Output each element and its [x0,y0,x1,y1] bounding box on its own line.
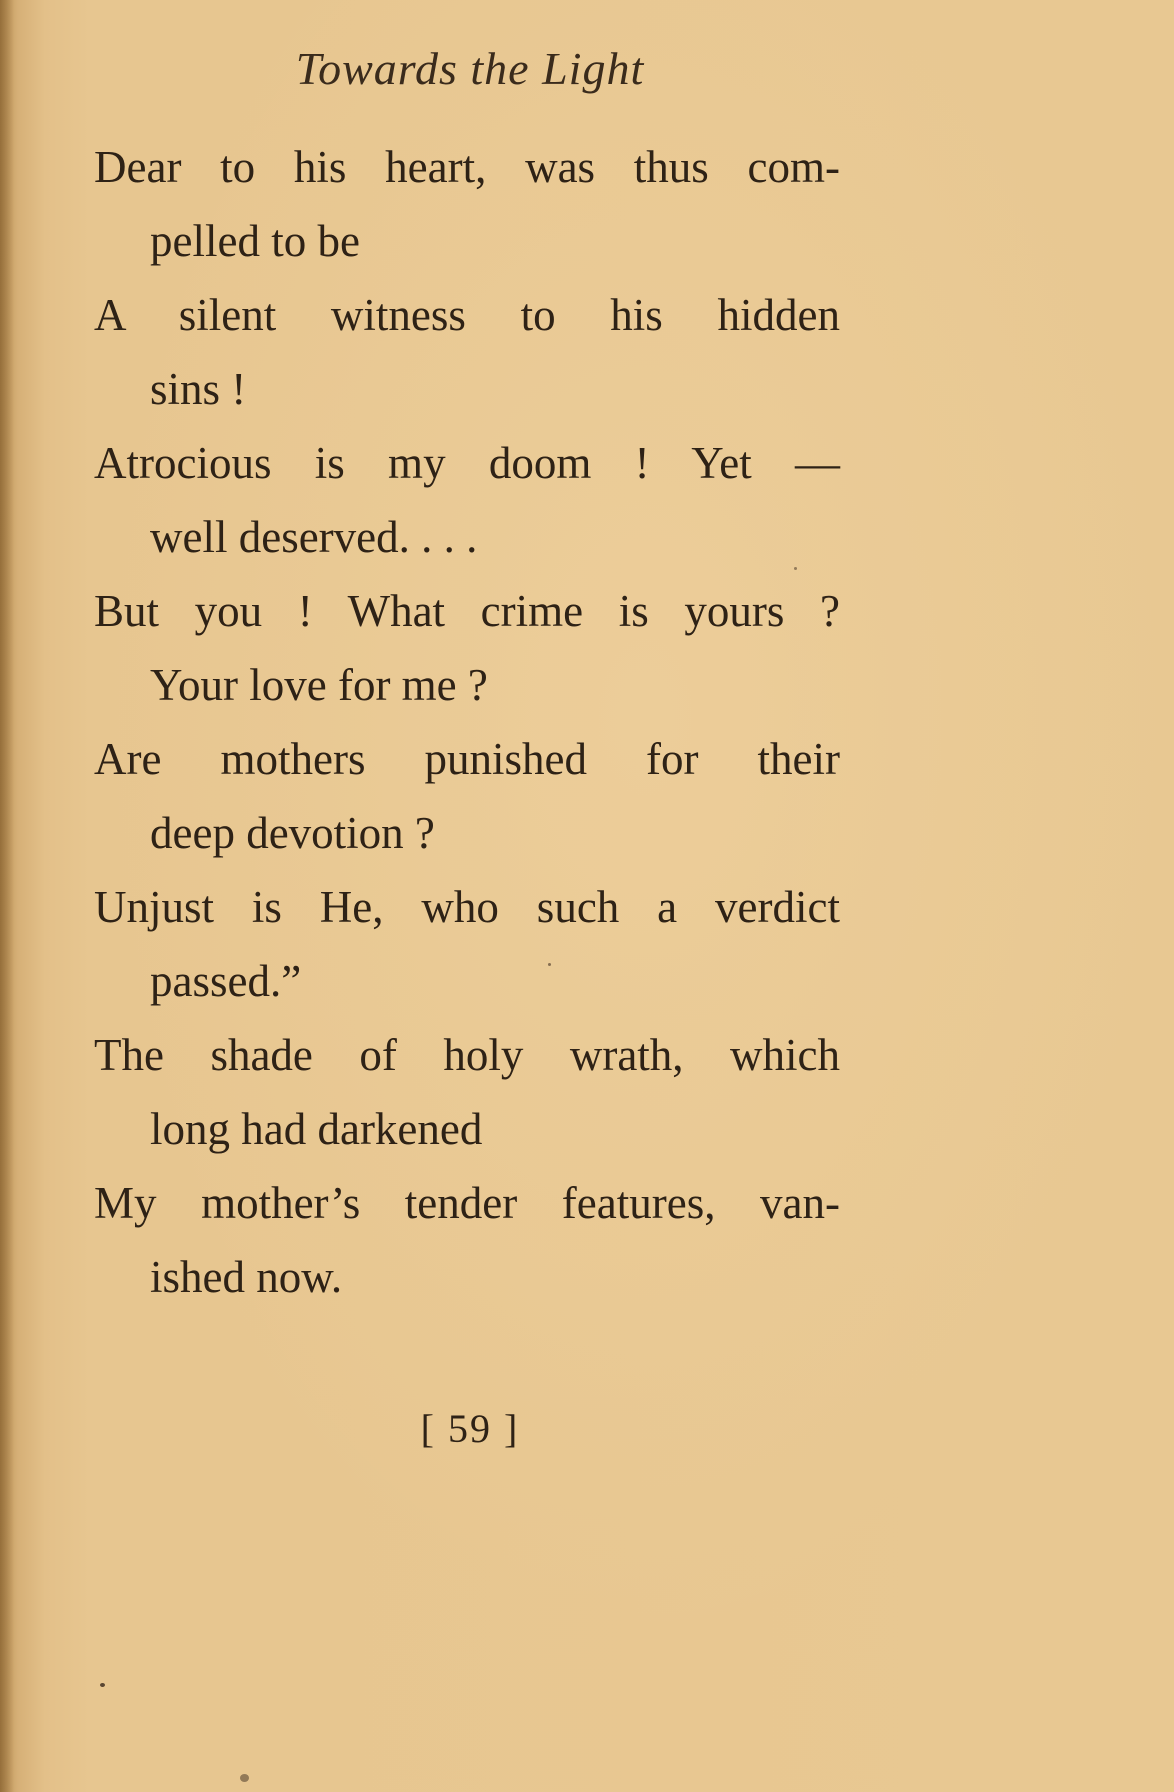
verse-line-continuation: well deserved. . . . [150,512,478,562]
verse-line [94,426,840,574]
verse-line-continuation: deep devotion ? [150,808,435,858]
verse-line-first: Unjust is He, who such a verdict [94,882,840,932]
verse-line [94,574,840,722]
spine-shadow [0,0,14,1792]
verse-line [94,278,840,426]
verse-line-first: A silent witness to his hidden [94,290,840,340]
verse-line-continuation: Your love for me ? [150,660,488,710]
verse-line-first: But you ! What crime is yours ? [94,586,840,636]
verse-line-first: My mother’s tender features, van- [94,1178,840,1228]
verse-line [94,130,840,278]
verse-line-continuation: pelled to be [150,216,360,266]
verse-line-first: Atrocious is my doom ! Yet — [94,438,840,488]
verse-line-continuation: passed.” [150,956,302,1006]
page-number: [ 59 ] [420,1406,520,1451]
verse-line-first: Are mothers punished for their [94,734,840,784]
poem-text [94,130,840,1314]
verse-line [94,870,840,1018]
verse-line [94,1166,840,1314]
paper-speck [548,963,551,966]
verse-line-first: Dear to his heart, was thus com- [94,142,840,192]
verse-line-continuation: ished now. [150,1252,343,1302]
verse-line-continuation: sins ! [150,364,247,414]
verse-line [94,1018,840,1166]
verse-line-continuation: long had darkened [150,1104,483,1154]
paper-speck [240,1774,249,1782]
paper-speck [794,567,797,570]
verse-line [94,722,840,870]
verse-line-first: The shade of holy wrath, which [94,1030,840,1080]
paper-speck [100,1683,105,1687]
running-head: Towards the Light [295,43,645,94]
